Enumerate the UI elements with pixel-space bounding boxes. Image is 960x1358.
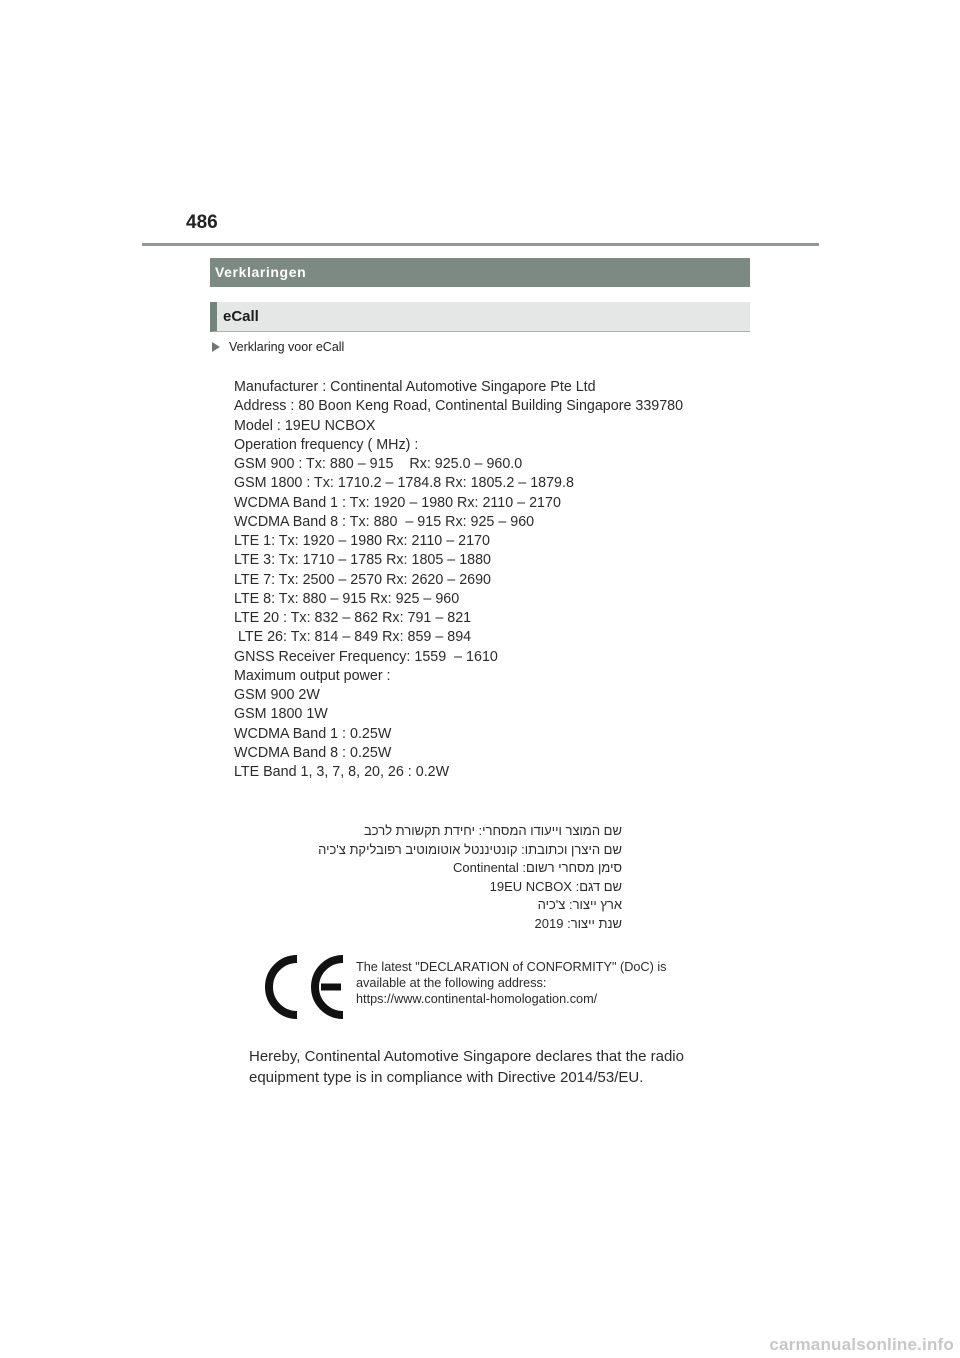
declaration-line: WCDMA Band 8 : 0.25W [234, 744, 392, 761]
declaration-line: GSM 1800 : Tx: 1710.2 – 1784.8 Rx: 1805.2 – 1879.8 [234, 475, 574, 492]
declaration-line: LTE Band 1, 3, 7, 8, 20, 26 : 0.2W [234, 764, 450, 780]
conformity-line: available at the following address: [356, 976, 547, 991]
compliance-line: Hereby, Continental Automotive Singapore declares that the radio [249, 1048, 684, 1065]
declaration-line: GNSS Receiver Frequency: 1559 – 1610 [234, 648, 498, 665]
declaration-line: GSM 900 : Tx: 880 – 915 Rx: 925.0 – 960.0 [234, 456, 523, 472]
compliance-line: equipment type is in compliance with Directive 2014/53/EU. [249, 1068, 644, 1086]
bullet-item [212, 340, 344, 354]
hebrew-line: שם דגם: 19EU NCBOX [489, 878, 622, 894]
declaration-block [234, 378, 754, 782]
declaration-line: LTE 7: Tx: 2500 – 2570 Rx: 2620 – 2690 [234, 571, 491, 588]
triangle-bullet-icon [212, 342, 220, 352]
hebrew-line: שם היצרן וכתובתו: קונטיננטל אוטומוטיב רפובליקת צ'כיה [318, 841, 622, 857]
page-number: 486 [186, 212, 218, 233]
declaration-line: Manufacturer : Continental Automotive Singapore Pte Ltd [234, 379, 596, 395]
conformity-line: The latest "DECLARATION of CONFORMITY" (DoC) is [356, 960, 667, 974]
ce-mark-icon [264, 951, 350, 1023]
hebrew-line: שם המוצר וייעודו המסחרי: יחידת תקשורת לרכב [364, 823, 622, 838]
declaration-line: GSM 1800 1W [234, 706, 328, 723]
bullet-text: Verklaring voor eCall [229, 340, 345, 354]
hebrew-line: סימן מסחרי רשום: Continental [452, 860, 622, 876]
compliance-statement [249, 1047, 749, 1088]
declaration-line: GSM 900 2W [234, 687, 320, 703]
declaration-line: LTE 20 : Tx: 832 – 862 Rx: 791 – 821 [234, 610, 472, 626]
declaration-line: LTE 3: Tx: 1710 – 1785 Rx: 1805 – 1880 [234, 552, 491, 569]
watermark: carmanualsonline.info [769, 1335, 954, 1354]
declaration-line: LTE 26: Tx: 814 – 849 Rx: 859 – 894 [234, 629, 472, 646]
section-title: Verklaringen [210, 258, 750, 287]
declaration-line: Maximum output power : [234, 667, 391, 684]
declaration-line: WCDMA Band 1 : Tx: 1920 – 1980 Rx: 2110 – 2170 [234, 494, 561, 511]
subsection-title: eCall [210, 302, 750, 332]
hebrew-declaration [300, 822, 622, 934]
hebrew-line: שנת ייצור: 2019 [534, 915, 622, 931]
conformity-url[interactable]: https://www.continental-homologation.com/ [356, 992, 598, 1007]
declaration-line: Operation frequency ( MHz) : [234, 436, 419, 453]
declaration-line: WCDMA Band 8 : Tx: 880 – 915 Rx: 925 – 960 [234, 513, 535, 530]
declaration-line: LTE 8: Tx: 880 – 915 Rx: 925 – 960 [234, 590, 460, 607]
declaration-line: Model : 19EU NCBOX [234, 417, 376, 434]
declaration-line: LTE 1: Tx: 1920 – 1980 Rx: 2110 – 2170 [234, 533, 490, 549]
hebrew-line: ארץ ייצור: צ'כיה [537, 897, 622, 913]
header-divider [142, 243, 819, 246]
conformity-note [356, 959, 746, 1008]
declaration-line: Address : 80 Boon Keng Road, Continental Building Singapore 339780 [234, 398, 684, 415]
declaration-line: WCDMA Band 1 : 0.25W [234, 725, 392, 742]
